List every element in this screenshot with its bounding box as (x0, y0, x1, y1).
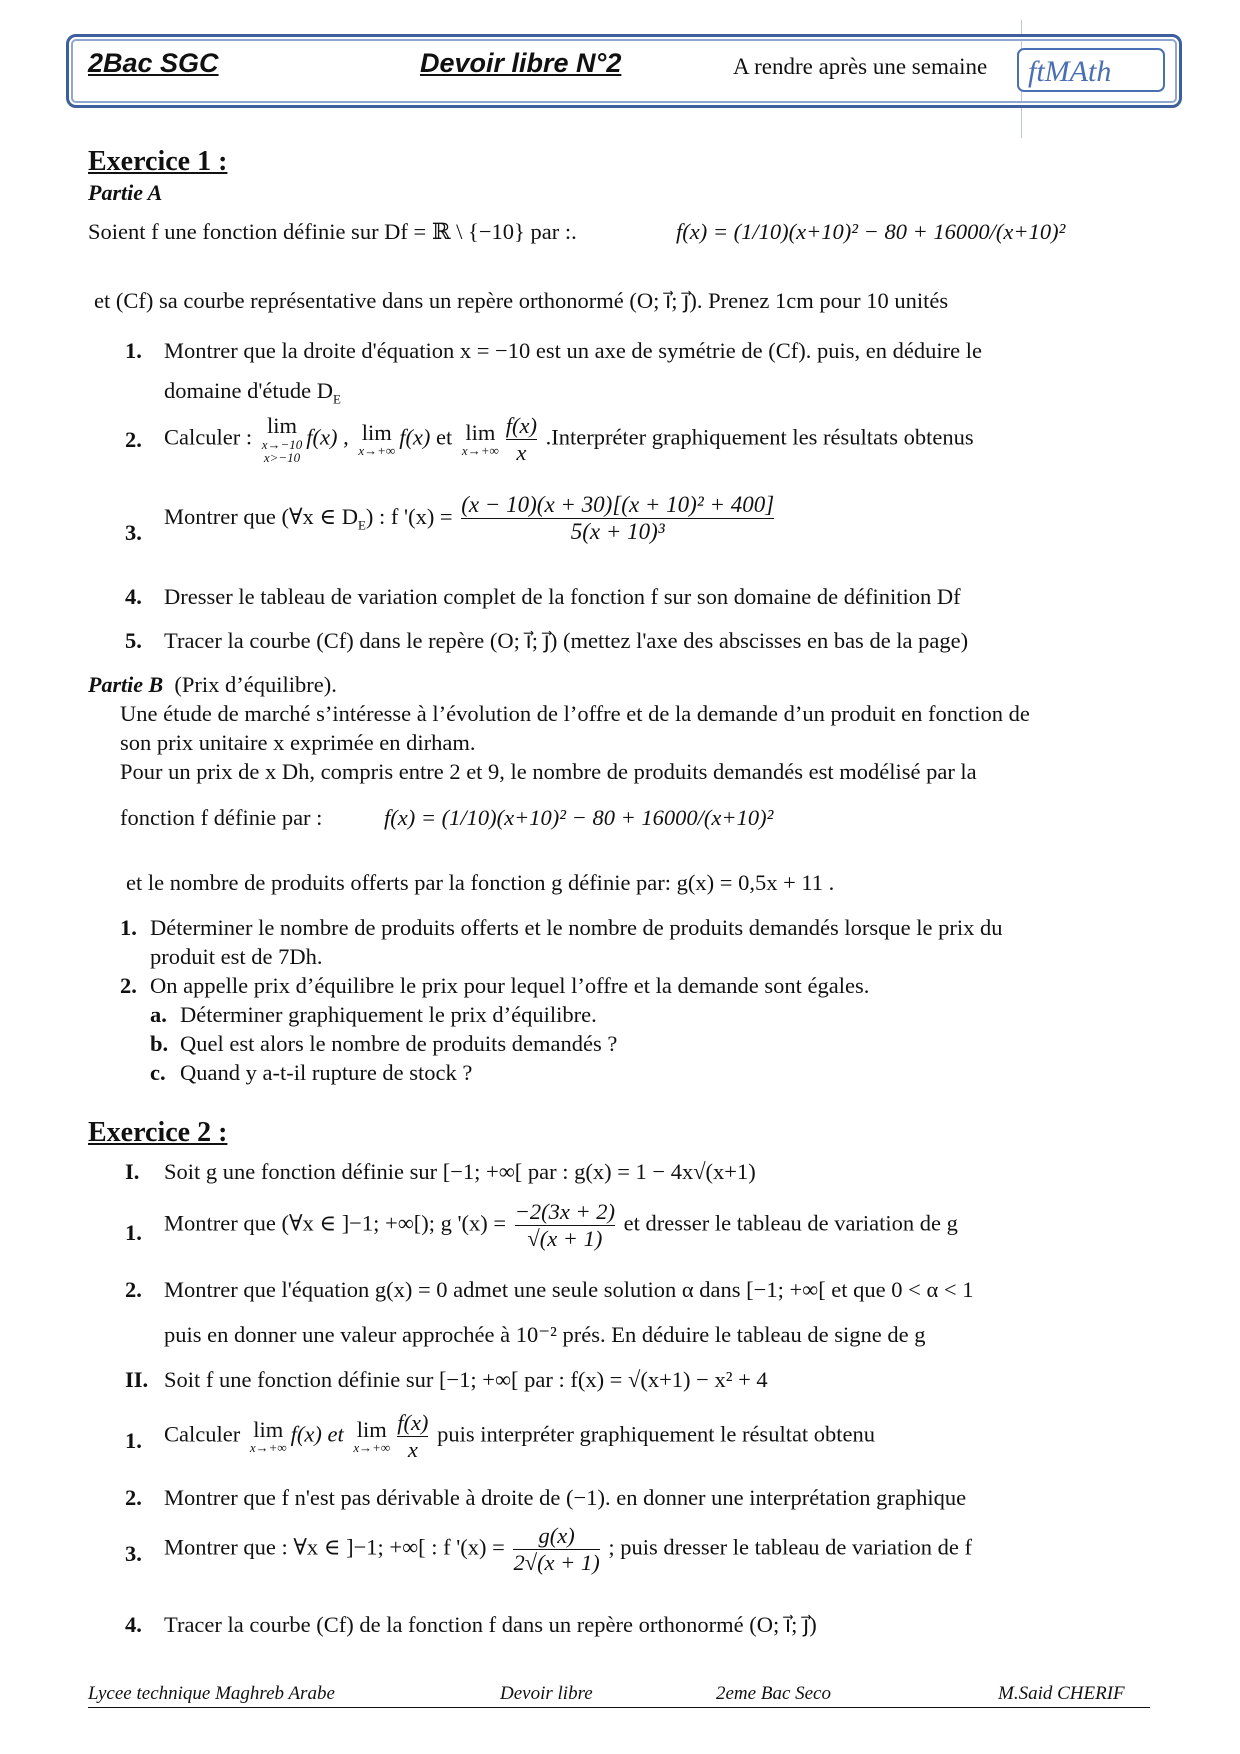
q-number: 2. (125, 1485, 142, 1510)
footer-divider (88, 1707, 1150, 1708)
header-frame (66, 34, 1182, 108)
ex2-q2-line1: Montrer que l'équation g(x) = 0 admet une seule solution α dans [−1; +∞[ et que 0 < α < 1 (164, 1277, 974, 1302)
due-note: A rendre après une semaine (733, 54, 988, 79)
footer-school: Lycee technique Maghreb Arabe (88, 1683, 335, 1704)
ex1-partB-header: Partie B (Prix d’équilibre). (88, 672, 337, 697)
partB-q2: On appelle prix d’équilibre le prix pour lequel l’offre et la demande sont égales. (150, 973, 870, 998)
footer-level: 2eme Bac Seco (716, 1683, 831, 1704)
ex1-q3: Montrer que (∀x ∈ $D_E$) : f '(x) = $\frac{\text{(x − 10)(x + 30)[(x + 10)² + 400]}}{\text{5(x + 10)³}}$ (164, 492, 775, 545)
q-number: 4. (125, 584, 142, 609)
partB-p5: et le nombre de produits offerts par la fonction g définie par: g(x) = 0,5x + 11 . (126, 870, 835, 895)
ex1-q2: Calculer : lim x→−10 x>−10 f(x) , lim x→+∞ f(x) et lim x→+∞ $\frac{f(x)}{x}$ .Interpréter graphiquement les résultats obtenus (164, 413, 974, 465)
q-letter: a. (150, 1002, 167, 1027)
q-number: 4. (125, 1612, 142, 1637)
ex1-intro1: Soient f une fonction définie sur Df = ℝ \ {−10} par :. (88, 219, 577, 244)
partB-qa: Déterminer graphiquement le prix d’équilibre. (180, 1002, 597, 1027)
ex2-r4: Tracer la courbe (Cf) de la fonction f dans un repère orthonormé (O; i⃗; j⃗) (164, 1612, 817, 1637)
partB-formula: f(x) = (1/10)(x+10)² − 80 + 16000/(x+10)² (384, 805, 774, 830)
ex2-r1: Calculer lim x→+∞ f(x) et lim x→+∞ $\frac{f(x)}{x}$ puis interpréter graphiquement le résultat obtenu (164, 1410, 876, 1462)
partB-p3: Pour un prix de x Dh, compris entre 2 et 9, le nombre de produits demandés est modélisé par la (120, 759, 977, 784)
partB-qb: Quel est alors le nombre de produits demandés ? (180, 1031, 618, 1056)
q-number: 3. (125, 520, 142, 545)
q-number: 1. (120, 915, 137, 940)
q-number: I. (125, 1159, 140, 1184)
ex2-q2-line2: puis en donner une valeur approchée à 10⁻² prés. En déduire le tableau de signe de g (164, 1322, 926, 1347)
q-letter: c. (150, 1060, 166, 1085)
partB-q1-line2: produit est de 7Dh. (150, 944, 323, 969)
ex2-I: Soit g une fonction définie sur [−1; +∞[ par : g(x) = 1 − 4x√(x+1) (164, 1159, 756, 1184)
ex1-intro2: et (Cf) sa courbe représentative dans un repère orthonormé (O; i⃗; j⃗). Prenez 1cm pour 10 unités (94, 288, 949, 313)
ex1-formula: f(x) = (1/10)(x+10)² − 80 + 16000/(x+10)² (676, 219, 1066, 244)
q-number: 1. (125, 1220, 142, 1245)
logo (1016, 46, 1166, 94)
q-number: 2. (120, 973, 137, 998)
ex2-II: Soit f une fonction définie sur [−1; +∞[ par : f(x) = √(x+1) − x² + 4 (164, 1367, 768, 1392)
q-number: 2. (125, 1277, 142, 1302)
ex2-q1: Montrer que (∀x ∈ ]−1; +∞[); g '(x) = $\frac{-2(3x + 2)}{√(x + 1)}$ et dresser le tableau de variation de g (164, 1199, 958, 1251)
ex1-partA-label: Partie A (88, 180, 163, 205)
page-title: Devoir libre N°2 (420, 48, 622, 78)
ex1-title: Exercice 1 : (88, 146, 228, 177)
q-number: II. (125, 1367, 149, 1392)
q-number: 2. (125, 427, 142, 452)
footer-author: M.Said CHERIF (998, 1683, 1125, 1704)
q-number: 1. (125, 338, 142, 363)
class-label: 2Bac SGC (88, 48, 219, 78)
q-letter: b. (150, 1031, 169, 1056)
ex2-title: Exercice 2 : (88, 1117, 228, 1148)
footer-type: Devoir libre (500, 1683, 593, 1704)
q-number: 5. (125, 628, 142, 653)
partB-p2: son prix unitaire x exprimée en dirham. (120, 730, 476, 755)
partB-qc: Quand y a-t-il rupture de stock ? (180, 1060, 473, 1085)
ex2-r2: Montrer que f n'est pas dérivable à droite de (−1). en donner une interprétation graphique (164, 1485, 967, 1510)
q-number: 1. (125, 1428, 142, 1453)
q-number: 3. (125, 1541, 142, 1566)
logo-text: ftMAth (1028, 55, 1112, 88)
ex1-q1-line1: Montrer que la droite d'équation x = −10 est un axe de symétrie de (Cf). puis, en déduire le (164, 338, 982, 363)
partB-q1-line1: Déterminer le nombre de produits offerts et le nombre de produits demandés lorsque le prix du (150, 915, 1003, 940)
ex1-q1-line2: domaine d'étude $D_E$ (164, 378, 341, 407)
partB-p4: fonction f définie par : (120, 805, 323, 830)
ex1-q5: Tracer la courbe (Cf) dans le repère (O; i⃗; j⃗) (mettez l'axe des abscisses en bas de la page) (164, 628, 969, 653)
ex1-q4: Dresser le tableau de variation complet de la fonction f sur son domaine de définition Df (164, 584, 961, 609)
ex2-r3: Montrer que : ∀x ∈ ]−1; +∞[ : f '(x) = $\frac{g(x)}{2√(x + 1)}$ ; puis dresser le tableau de variation de f (164, 1523, 972, 1575)
partB-p1: Une étude de marché s’intéresse à l’évolution de l’offre et de la demande d’un produit en fonction de (120, 701, 1030, 726)
